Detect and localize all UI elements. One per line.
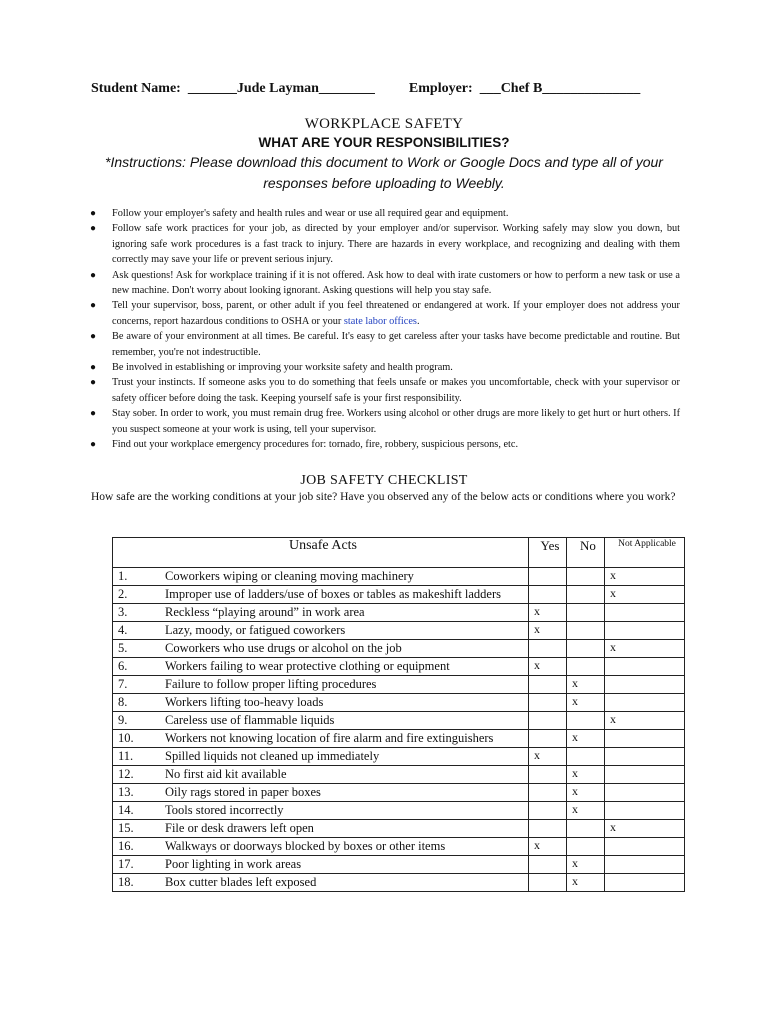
na-mark-cell[interactable] [605, 766, 685, 784]
table-row [113, 748, 685, 766]
list-item-text: Ask questions! Ask for workplace training if it is not offered. Ask how to deal with irate customers or how to perform a new task or use a new machine. Don't worry about looking ignorant. Asking questions will help you stay safe. [112, 269, 680, 297]
unsafe-act-cell [113, 640, 529, 658]
table-row [113, 568, 685, 586]
checklist-question: How safe are the working conditions at your job site? Have you observed any of the below acts or conditions where you work? [91, 491, 676, 503]
row-number: 6. [118, 659, 128, 673]
bullet-icon: ● [90, 439, 97, 451]
unsafe-act-cell [113, 748, 529, 766]
no-mark-cell[interactable]: x [567, 784, 605, 802]
yes-mark-cell[interactable]: x [529, 604, 567, 622]
list-item [90, 375, 680, 406]
unsafe-act-text: Workers not knowing location of fire alarm and fire extinguishers [165, 731, 494, 745]
unsafe-act-text: Walkways or doorways blocked by boxes or other items [165, 839, 446, 853]
no-mark-cell[interactable] [567, 586, 605, 604]
row-number: 12. [118, 767, 134, 781]
no-mark-cell[interactable] [567, 658, 605, 676]
list-item [90, 221, 680, 267]
yes-mark-cell[interactable] [529, 766, 567, 784]
employer-label: Employer: [408, 81, 473, 96]
yes-mark-cell[interactable]: x [529, 838, 567, 856]
unsafe-act-cell [113, 586, 529, 604]
na-mark-cell[interactable] [605, 694, 685, 712]
unsafe-act-text: Workers failing to wear protective clothing or equipment [165, 659, 450, 673]
table-row [113, 856, 685, 874]
bullet-icon: ● [90, 331, 97, 343]
no-mark-cell[interactable]: x [567, 766, 605, 784]
yes-mark-cell[interactable] [529, 856, 567, 874]
unsafe-act-cell [113, 676, 529, 694]
unsafe-act-text: Improper use of ladders/use of boxes or tables as makeshift ladders [165, 587, 502, 601]
unsafe-act-text: Coworkers wiping or cleaning moving machinery [165, 569, 414, 583]
row-number: 9. [118, 713, 128, 727]
na-mark-cell[interactable]: x [605, 586, 685, 604]
na-mark-cell[interactable]: x [605, 640, 685, 658]
na-mark-cell[interactable]: x [605, 568, 685, 586]
unsafe-act-cell [113, 604, 529, 622]
not-applicable-header: Not Applicable [605, 538, 685, 568]
yes-mark-cell[interactable] [529, 694, 567, 712]
table-row [113, 820, 685, 838]
na-mark-cell[interactable] [605, 784, 685, 802]
table-row [113, 730, 685, 748]
na-mark-cell[interactable]: x [605, 712, 685, 730]
list-item-text: Follow safe work practices for your job, as directed by your employer and/or supervisor. Working safely may slow you down, but ignoring safe work procedures is a fast track to injury. There are hazards in every workplace, and recognizing and dealing with them correctly may save your life or prevent serious injury. [112, 223, 680, 266]
unsafe-act-cell [113, 874, 529, 892]
na-mark-cell[interactable] [605, 676, 685, 694]
safety-checklist-table [112, 537, 685, 892]
student-name-value[interactable]: _______Jude Layman________ [187, 81, 375, 96]
yes-mark-cell[interactable]: x [529, 622, 567, 640]
yes-header: Yes [529, 538, 567, 568]
unsafe-act-cell [113, 712, 529, 730]
table-row [113, 874, 685, 892]
student-employer-header [91, 81, 640, 97]
table-row [113, 640, 685, 658]
no-header: No [567, 538, 605, 568]
row-number: 13. [118, 785, 134, 799]
unsafe-act-text: Box cutter blades left exposed [165, 875, 317, 889]
yes-mark-cell[interactable]: x [529, 658, 567, 676]
na-mark-cell[interactable] [605, 838, 685, 856]
instructions-text: *Instructions: Please download this document to Work or Google Docs and type all of your responses before uploading to Weebly. [105, 154, 663, 191]
unsafe-act-cell [113, 802, 529, 820]
no-mark-cell[interactable] [567, 622, 605, 640]
unsafe-act-text: Reckless “playing around” in work area [165, 605, 365, 619]
table-row [113, 676, 685, 694]
bullet-icon: ● [90, 408, 97, 420]
responsibilities-list [90, 206, 680, 453]
na-mark-cell[interactable] [605, 748, 685, 766]
na-mark-cell[interactable] [605, 874, 685, 892]
row-number: 15. [118, 821, 134, 835]
yes-mark-cell[interactable] [529, 676, 567, 694]
yes-mark-cell[interactable] [529, 712, 567, 730]
list-item-text: Be involved in establishing or improving your worksite safety and health program. [112, 362, 453, 374]
na-mark-cell[interactable] [605, 730, 685, 748]
unsafe-act-text: Lazy, moody, or fatigued coworkers [165, 623, 346, 637]
checklist-title: JOB SAFETY CHECKLIST [300, 473, 468, 488]
unsafe-act-text: Spilled liquids not cleaned up immediately [165, 749, 380, 763]
unsafe-act-text: File or desk drawers left open [165, 821, 314, 835]
page-title: WORKPLACE SAFETY [304, 116, 464, 132]
unsafe-act-text: Failure to follow proper lifting procedures [165, 677, 377, 691]
unsafe-act-cell [113, 838, 529, 856]
yes-mark-cell[interactable] [529, 640, 567, 658]
bullet-icon: ● [90, 269, 97, 281]
table-row [113, 712, 685, 730]
no-mark-cell[interactable] [567, 748, 605, 766]
row-number: 5. [118, 641, 128, 655]
no-mark-cell[interactable] [567, 568, 605, 586]
no-mark-cell[interactable] [567, 712, 605, 730]
unsafe-act-cell [113, 658, 529, 676]
table-row [113, 586, 685, 604]
na-mark-cell[interactable] [605, 622, 685, 640]
no-mark-cell[interactable]: x [567, 730, 605, 748]
table-header-row [113, 538, 685, 568]
unsafe-act-text: Coworkers who use drugs or alcohol on the job [165, 641, 402, 655]
unsafe-act-cell [113, 568, 529, 586]
list-item-text: Find out your workplace emergency procedures for: tornado, fire, robbery, suspicious persons, etc. [112, 439, 519, 451]
list-item [90, 268, 680, 299]
list-item-text: Trust your instincts. If someone asks you to do something that feels unsafe or makes you uncomfortable, check with your supervisor or safety officer before doing the task. Keeping yourself safe is your first responsibility. [112, 377, 680, 404]
row-number: 10. [118, 731, 134, 745]
row-number: 4. [118, 623, 128, 637]
unsafe-acts-header: Unsafe Acts [113, 538, 529, 568]
row-number: 2. [118, 587, 128, 601]
no-mark-cell[interactable] [567, 820, 605, 838]
no-mark-cell[interactable]: x [567, 802, 605, 820]
bullet-icon: ● [90, 362, 97, 374]
na-mark-cell[interactable] [605, 802, 685, 820]
bullet-icon: ● [90, 377, 97, 389]
unsafe-act-text: No first aid kit available [165, 767, 287, 781]
yes-mark-cell[interactable] [529, 784, 567, 802]
list-item [90, 329, 680, 360]
unsafe-act-text: Workers lifting too-heavy loads [165, 695, 324, 709]
na-mark-cell[interactable]: x [605, 820, 685, 838]
page-subtitle: WHAT ARE YOUR RESPONSIBILITIES? [258, 135, 510, 150]
row-number: 16. [118, 839, 134, 853]
list-item [90, 406, 680, 437]
list-item [90, 206, 680, 221]
unsafe-act-cell [113, 856, 529, 874]
na-mark-cell[interactable] [605, 604, 685, 622]
row-number: 14. [118, 803, 134, 817]
list-item [90, 437, 680, 452]
table-row [113, 604, 685, 622]
no-mark-cell[interactable]: x [567, 856, 605, 874]
checklist-body [113, 568, 685, 892]
no-mark-cell[interactable]: x [567, 676, 605, 694]
row-number: 18. [118, 875, 134, 889]
bullet-icon: ● [90, 223, 97, 235]
unsafe-act-cell [113, 784, 529, 802]
no-mark-cell[interactable]: x [567, 694, 605, 712]
row-number: 8. [118, 695, 128, 709]
yes-mark-cell[interactable] [529, 586, 567, 604]
yes-mark-cell[interactable] [529, 820, 567, 838]
yes-mark-cell[interactable]: x [529, 748, 567, 766]
list-item [90, 298, 680, 329]
unsafe-act-text: Oily rags stored in paper boxes [165, 785, 321, 799]
yes-mark-cell[interactable] [529, 568, 567, 586]
no-mark-cell[interactable] [567, 838, 605, 856]
unsafe-act-cell [113, 622, 529, 640]
unsafe-act-text: Tools stored incorrectly [165, 803, 284, 817]
no-mark-cell[interactable]: x [567, 874, 605, 892]
list-item-text: Be aware of your environment at all times. Be careful. It's easy to get careless after your tasks have become predictable and routine. But remember, you're not indestructible. [112, 331, 680, 358]
table-row [113, 622, 685, 640]
student-name-label: Student Name: [91, 81, 181, 96]
list-item-text: Follow your employer's safety and health rules and wear or use all required gear and equipment. [112, 208, 509, 219]
list-item-text: Stay sober. In order to work, you must remain drug free. Workers using alcohol or other drugs are more likely to get hurt or hurt others. If you suspect someone at your work is using, tell your supervisor. [112, 408, 680, 435]
row-number: 3. [118, 605, 128, 619]
unsafe-act-cell [113, 766, 529, 784]
unsafe-act-text: Poor lighting in work areas [165, 857, 302, 871]
unsafe-act-cell [113, 820, 529, 838]
list-item-text: Tell your supervisor, boss, parent, or other adult if you feel threatened or endangered at work. If your employer does not address your concerns, report hazardous conditions to OSHA or your [112, 300, 680, 327]
unsafe-act-cell [113, 730, 529, 748]
table-row [113, 658, 685, 676]
state-labor-offices-link[interactable]: state labor offices [343, 315, 417, 327]
row-number: 7. [118, 677, 128, 691]
list-item [90, 360, 680, 375]
row-number: 17. [118, 857, 134, 871]
yes-mark-cell[interactable] [529, 730, 567, 748]
table-row [113, 766, 685, 784]
yes-mark-cell[interactable] [529, 802, 567, 820]
na-mark-cell[interactable] [605, 658, 685, 676]
table-row [113, 802, 685, 820]
no-mark-cell[interactable] [567, 604, 605, 622]
table-row [113, 784, 685, 802]
link-suffix: . [416, 315, 420, 327]
table-row [113, 838, 685, 856]
unsafe-act-text: Careless use of flammable liquids [165, 713, 335, 727]
table-row [113, 694, 685, 712]
yes-mark-cell[interactable] [529, 874, 567, 892]
bullet-icon: ● [90, 300, 97, 312]
na-mark-cell[interactable] [605, 856, 685, 874]
row-number: 11. [118, 749, 134, 763]
row-number: 1. [118, 569, 128, 583]
employer-value[interactable]: ___Chef B______________ [479, 81, 641, 96]
unsafe-act-cell [113, 694, 529, 712]
no-mark-cell[interactable] [567, 640, 605, 658]
bullet-icon: ● [90, 208, 97, 219]
